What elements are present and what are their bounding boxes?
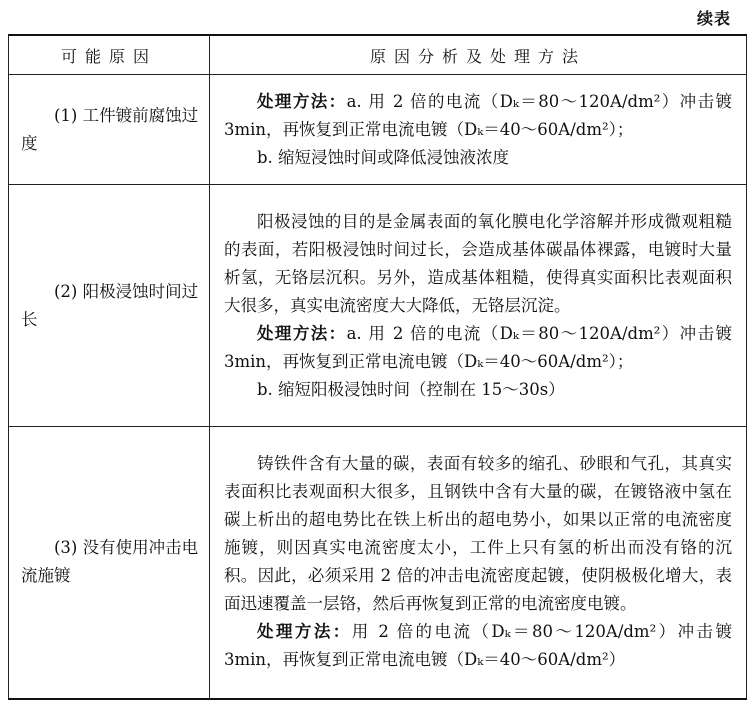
- method-paragraph: [224, 376, 732, 404]
- method-text: b. 缩短阳极浸蚀时间（控制在 15～30s）: [257, 379, 565, 399]
- table-row: [9, 185, 747, 427]
- cause-text: (3) 没有使用冲击电流施镀: [21, 538, 199, 586]
- method-label: 处理方法：: [257, 91, 347, 111]
- analysis-cell: [210, 427, 747, 699]
- table-row: [9, 75, 747, 185]
- cause-text: (1) 工件镀前腐蚀过度: [21, 105, 199, 153]
- analysis-text: 阳极浸蚀的目的是金属表面的氧化膜电化学溶解并形成微观粗糙的表面，若阳极浸蚀时间过长，会造成基体碳晶体裸露，电镀时大量析氢，无铬层沉积。另外，造成基体粗糙，使得真实面积比表观面积大很多，真实电流密度大大降低，无铬层沉淀。: [224, 211, 732, 315]
- analysis-cell: [210, 75, 747, 185]
- method-label: 处理方法：: [257, 622, 352, 642]
- cause-cell: [9, 75, 210, 185]
- cause-analysis-table: [8, 34, 747, 700]
- method-paragraph: [224, 320, 732, 376]
- analysis-text: 铸铁件含有大量的碳，表面有较多的缩孔、砂眼和气孔，其真实表面积比表观面积大很多，且钢铁中含有大量的碳，在镀铬液中氢在碳上析出的超电势比在铁上析出的超电势小，如果以正常的电流密度施镀，则因真实电流密度太小，工件上只有氢的析出而没有铬的沉积。因此，必须采用 2 倍的冲击电流密度起镀，使阴极极化增大，表面迅速覆盖一层铬，然后再恢复到正常的电流密度电镀。: [224, 454, 732, 614]
- column-header-possible-cause: 可能原因: [9, 35, 210, 75]
- method-paragraph: [224, 618, 732, 674]
- cause-text: (2) 阳极浸蚀时间过长: [21, 281, 199, 329]
- method-text: a. 用 2 倍的电流（Dₖ＝80～120A/dm²）冲击镀 3min，再恢复到正常电流电镀（Dₖ＝40～60A/dm²）；: [224, 323, 732, 371]
- method-text: 用 2 倍的电流（Dₖ＝80～120A/dm²）冲击镀 3min，再恢复到正常电流电镀（Dₖ＝40～60A/dm²）: [224, 622, 733, 670]
- continued-table-label: 续表: [696, 9, 731, 28]
- analysis-paragraph: [224, 450, 732, 618]
- cause-cell: [9, 185, 210, 427]
- cause-cell: [9, 427, 210, 699]
- method-paragraph: [224, 88, 732, 144]
- method-text: b. 缩短浸蚀时间或降低浸蚀液浓度: [257, 147, 510, 167]
- method-text: a. 用 2 倍的电流（Dₖ＝80～120A/dm²）冲击镀 3min，再恢复到正常电流电镀（Dₖ＝40～60A/dm²）；: [224, 91, 732, 139]
- column-header-analysis-method: 原因分析及处理方法: [210, 35, 747, 75]
- analysis-cell: [210, 185, 747, 427]
- table-row: [9, 427, 747, 699]
- table-header-row: [9, 35, 747, 75]
- method-label: 处理方法：: [257, 323, 347, 343]
- analysis-paragraph: [224, 208, 732, 320]
- method-paragraph: [224, 144, 732, 172]
